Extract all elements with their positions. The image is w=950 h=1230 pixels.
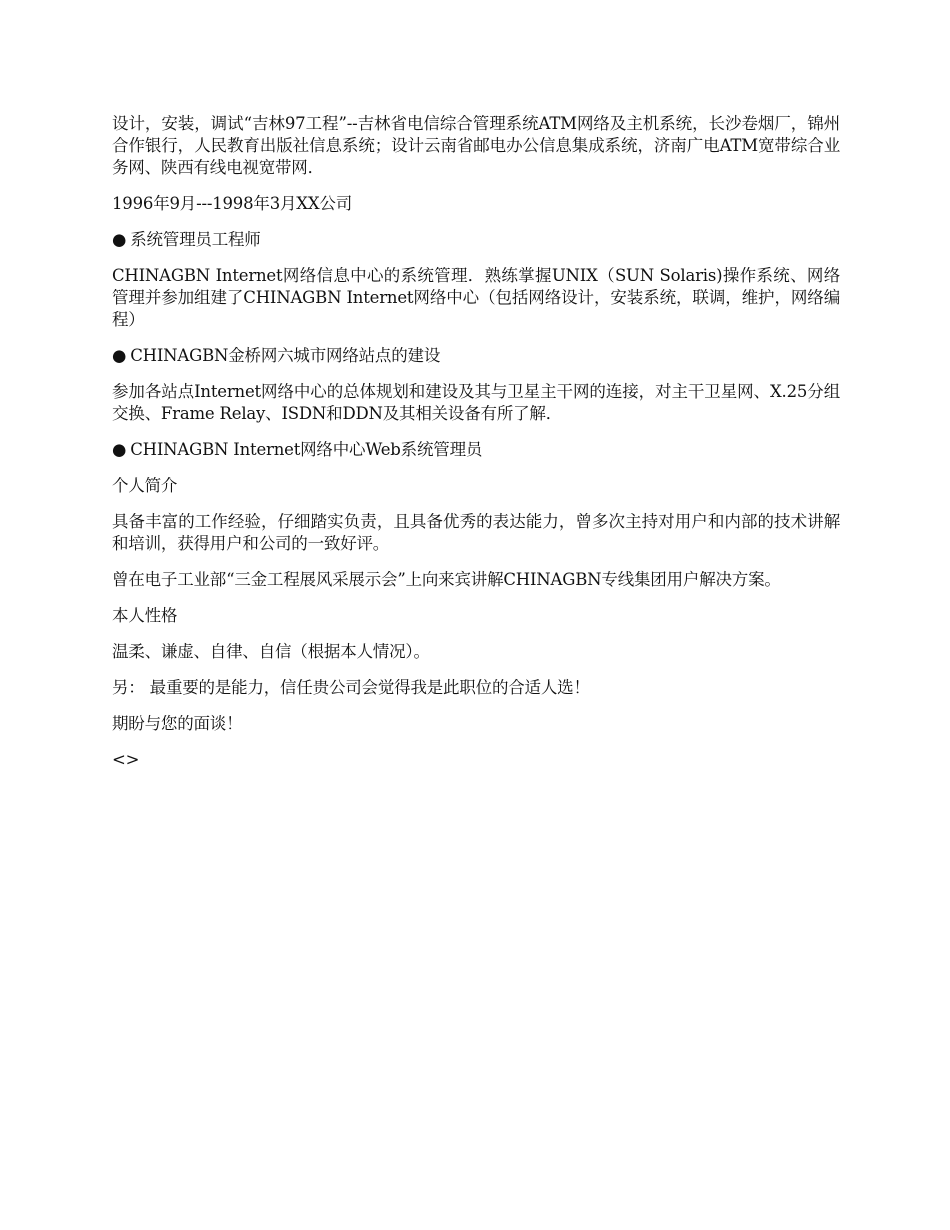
bullet-item-label: CHINAGBN Internet网络中心Web系统管理员 <box>130 440 483 459</box>
bullet-item-web-admin <box>112 439 840 461</box>
bullet-icon: ● <box>112 346 127 365</box>
bullet-item-site-construction <box>112 345 840 367</box>
section-heading-personality: 本人性格 <box>112 606 178 625</box>
bullet-item-label: CHINAGBN金桥网六城市网络站点的建设 <box>130 346 441 365</box>
document-body <box>112 113 840 785</box>
presentation-paragraph: 曾在电子工业部“三金工程展风采展示会”上向来宾讲解CHINAGBN专线集团用户解决方案。 <box>112 570 781 589</box>
bullet-item-role <box>112 229 840 251</box>
bullet-item-label: 系统管理员工程师 <box>130 230 261 249</box>
employment-period: 1996年9月---1998年3月XX公司 <box>112 194 352 213</box>
closing-statement: 另： 最重要的是能力，信任贵公司会觉得我是此职位的合适人选！ <box>112 678 590 697</box>
bullet-icon: ● <box>112 230 127 249</box>
closing-greeting: 期盼与您的面谈！ <box>112 714 243 733</box>
bullet-icon: ● <box>112 440 127 459</box>
personality-paragraph: 温柔、谦虚、自律、自信（根据本人情况）。 <box>112 642 430 661</box>
trailing-mark: <> <box>112 750 140 769</box>
section-heading-intro: 个人简介 <box>112 476 178 495</box>
intro-paragraph: 具备丰富的工作经验，仔细踏实负责，且具备优秀的表达能力，曾多次主持对用户和内部的技术讲解和培训，获得用户和公司的一致好评。 <box>112 512 840 553</box>
system-admin-paragraph: CHINAGBN Internet网络信息中心的系统管理．熟练掌握UNIX（SUN Solaris)操作系统、网络管理并参加组建了CHINAGBN Internet网络中心（包括网络设计，安装系统，联调，维护，网络编程） <box>112 266 840 329</box>
network-planning-paragraph: 参加各站点Internet网络中心的总体规划和建设及其与卫星主干网的连接，对主干卫星网、X.25分组交换、Frame Relay、ISDN和DDN及其相关设备有所了解． <box>112 382 840 423</box>
work-description-paragraph: 设计，安装，调试“吉林97工程”--吉林省电信综合管理系统ATM网络及主机系统，长沙卷烟厂，锦州合作银行，人民教育出版社信息系统；设计云南省邮电办公信息集成系统，济南广电ATM宽带综合业务网、陕西有线电视宽带网． <box>112 114 840 177</box>
